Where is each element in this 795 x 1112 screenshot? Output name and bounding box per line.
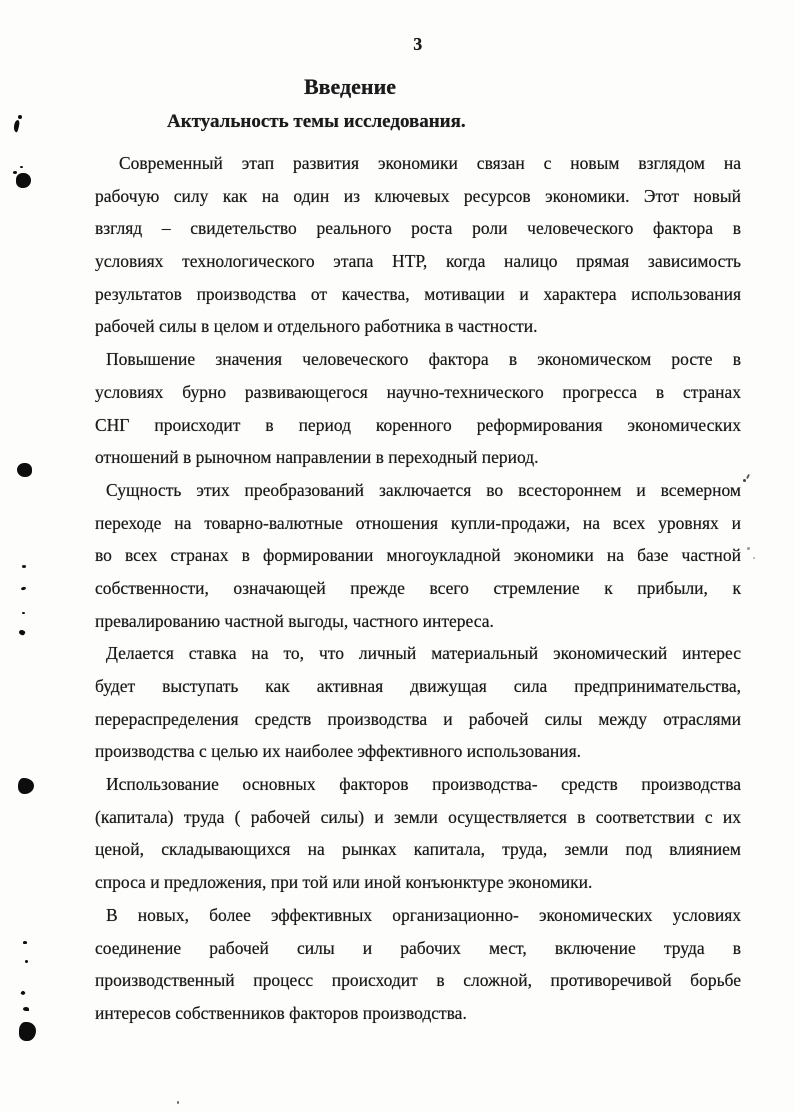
- text-line: соединение рабочей силы и рабочих мест, включение труда в: [95, 937, 741, 958]
- paragraph: [95, 899, 741, 1030]
- ink-comma-artifact: [13, 120, 21, 133]
- ink-blot-artifact: [19, 1022, 36, 1041]
- ink-blot-artifact: [17, 463, 32, 477]
- text-line: переходе на товарно-валютные отношения купли-продажи, на всех уровнях и: [95, 512, 741, 533]
- ink-speck-artifact: [20, 990, 26, 996]
- text-line: (капитала) труда ( рабочей силы) и земли осуществляется в соответствии с их: [95, 806, 741, 827]
- body-text: [95, 147, 741, 1030]
- ink-speck-artifact: [21, 586, 27, 590]
- text-line: Повышение значения человеческого фактора в экономическом росте в: [106, 349, 741, 370]
- text-line: СНГ происходит в период коренного реформирования экономических: [95, 414, 741, 435]
- text-line: Делается ставка на то, что личный материальный экономический интерес: [106, 643, 741, 664]
- text-line: результатов производства от качества, мотивации и характера использования: [95, 283, 741, 304]
- ink-speck-artifact: [18, 115, 22, 119]
- text-line: превалированию частной выгоды, частного интереса.: [95, 610, 494, 631]
- text-line: спроса и предложения, при той или иной конъюнктуре экономики.: [95, 872, 593, 893]
- ink-speck-artifact: [743, 479, 746, 482]
- text-line: производственный процесс происходит в сложной, противоречивой борьбе: [95, 970, 741, 991]
- ink-speck-artifact: [25, 960, 28, 963]
- ink-speck-artifact: [177, 1101, 179, 1104]
- text-line: взгляд – свидетельство реального роста роли человеческого фактора в: [95, 218, 741, 239]
- text-line: Сущность этих преобразований заключается во всестороннем и всемерном: [106, 479, 741, 500]
- paragraph: [95, 147, 741, 343]
- ink-speck-artifact: [753, 557, 755, 559]
- text-line: собственности, означающей прежде всего стремление к прибыли, к: [95, 577, 741, 598]
- text-line: рабочей силы в целом и отдельного работника в частности.: [95, 316, 538, 337]
- ink-speck-artifact: [22, 565, 26, 568]
- text-line: производства с целью их наиболее эффективного использования.: [95, 741, 582, 762]
- text-line: Использование основных факторов производства- средств производства: [106, 774, 741, 795]
- text-line: рабочую силу как на один из ключевых ресурсов экономики. Этот новый: [95, 185, 741, 206]
- text-line: условиях технологического этапа НТР, когда налицо прямая зависимость: [95, 251, 741, 272]
- text-line: В новых, более эффективных организационно- экономических условиях: [106, 904, 741, 925]
- page-number: 3: [413, 34, 423, 54]
- paragraph: [95, 343, 741, 474]
- text-line: ценой, складывающихся на рынках капитала, труда, земли под влиянием: [95, 839, 741, 860]
- paragraph: [95, 474, 741, 637]
- paragraph: [95, 768, 741, 899]
- ink-blot-artifact: [16, 173, 31, 188]
- text-line: интересов собственников факторов производства.: [95, 1002, 467, 1023]
- ink-blot-artifact: [18, 778, 34, 794]
- ink-speck-artifact: [13, 171, 17, 174]
- text-line: во всех странах в формировании многоукладной экономики на базе частной: [95, 545, 741, 566]
- text-line: отношений в рыночном направлении в переходный период.: [95, 447, 539, 468]
- ink-speck-artifact: [747, 547, 750, 550]
- text-line: перераспределения средств производства и рабочей силы между отраслями: [95, 708, 741, 729]
- paragraph: [95, 637, 741, 768]
- section-title: Введение: [303, 74, 397, 99]
- ink-speck-artifact: [746, 474, 750, 479]
- text-line: будет выступать как активная движущая сила предпринимательства,: [95, 676, 741, 696]
- ink-speck-artifact: [22, 612, 25, 614]
- ink-speck-artifact: [20, 166, 23, 168]
- ink-speck-artifact: [18, 629, 26, 636]
- subsection-heading: Актуальность темы исследования.: [167, 111, 466, 132]
- ink-speck-artifact: [23, 1007, 29, 1011]
- text-line: Современный этап развития экономики связан с новым взглядом на: [119, 153, 741, 173]
- ink-speck-artifact: [23, 941, 27, 944]
- text-line: условиях бурно развивающегося научно-технического прогресса в странах: [95, 381, 741, 402]
